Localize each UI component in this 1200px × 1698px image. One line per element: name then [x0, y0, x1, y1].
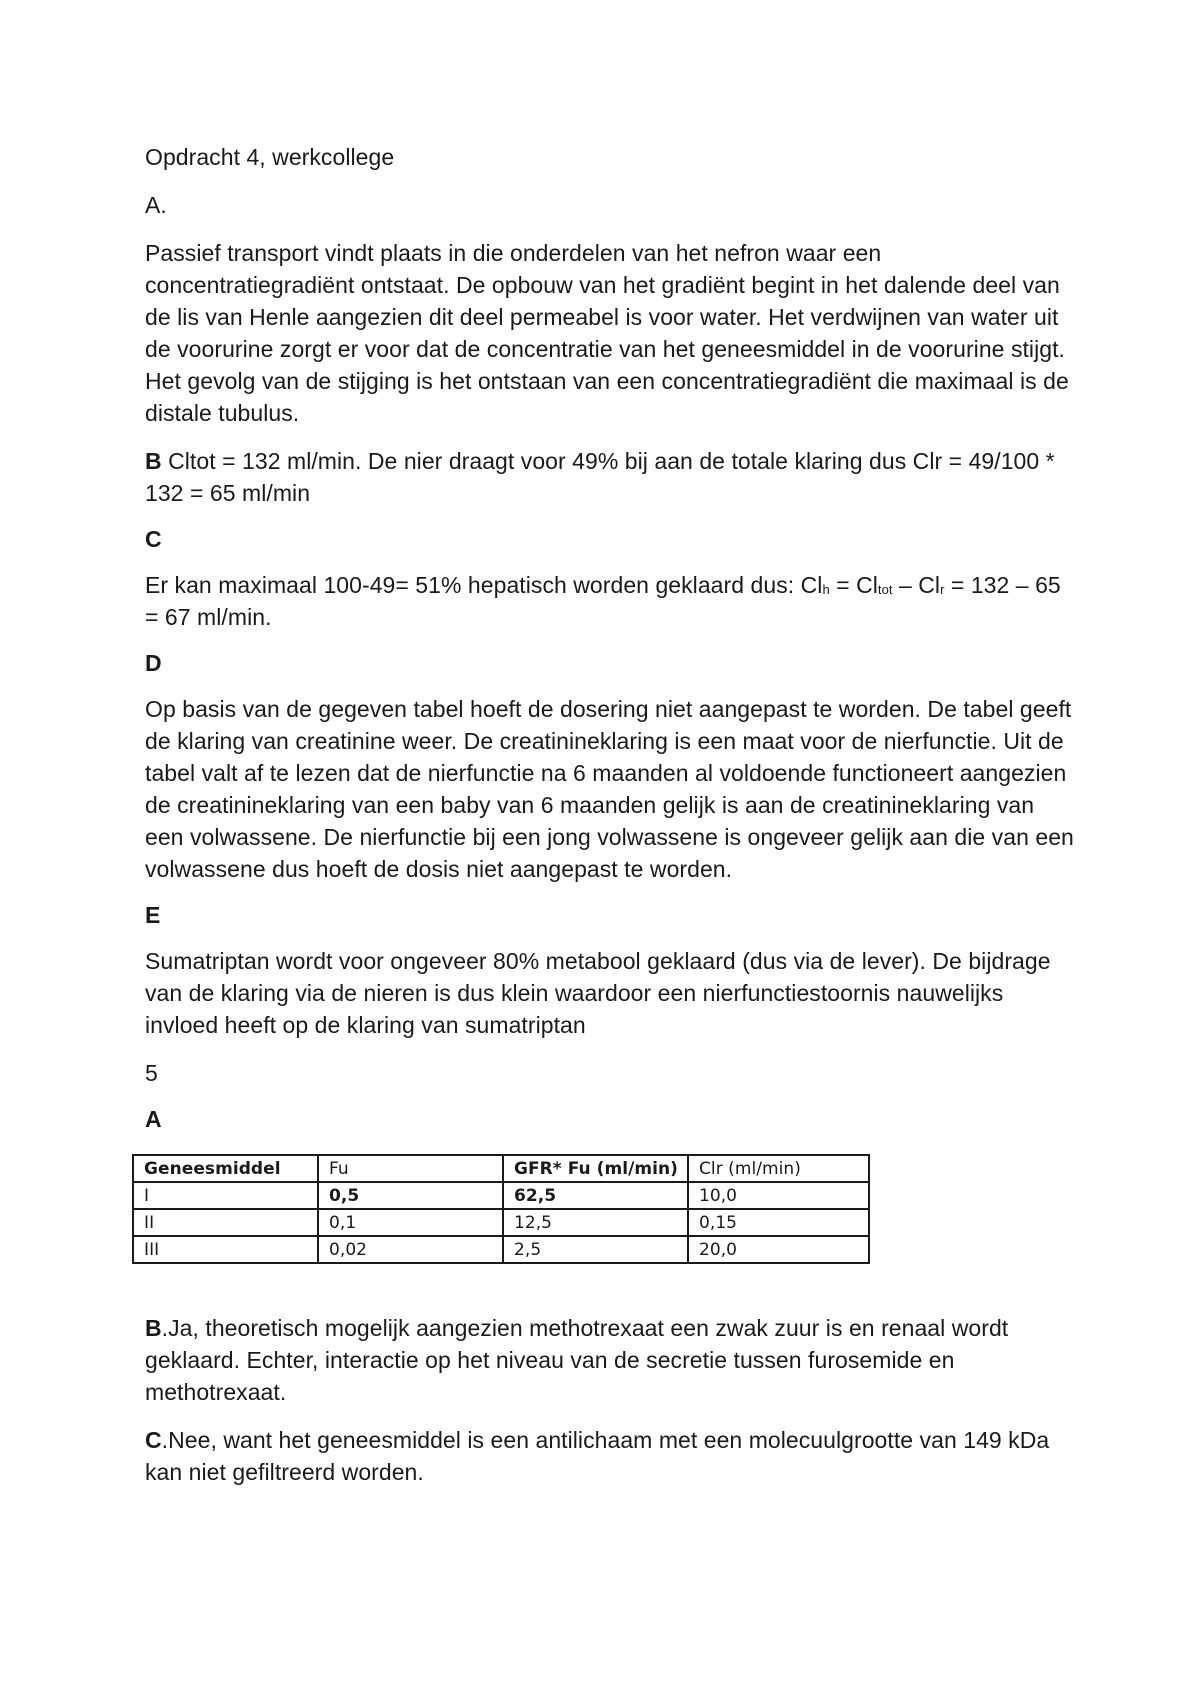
table-cell: 0,02 — [318, 1236, 503, 1263]
part-b-paragraph — [145, 445, 1075, 509]
part-c-text-1: Er kan maximaal 100-49= 51% hepatisch worden geklaard dus: Cl — [145, 572, 823, 598]
section-5c-text: .Nee, want het geneesmiddel is een antilichaam met een molecuulgrootte van 149 kDa kan niet gefiltreerd worden. — [145, 1427, 1050, 1485]
part-b-label: B — [145, 448, 162, 474]
part-d-paragraph: Op basis van de gegeven tabel hoeft de dosering niet aangepast te worden. De tabel geeft de klaring van creatinine weer. De creatinineklaring is een maat voor de nierfunctie. Uit de tabel valt af te lezen dat de nierfunctie na 6 maanden al voldoende functioneert aangezien de creatinineklaring van een baby van 6 maanden gelijk is aan de creatinineklaring van een volwassene. De nierfunctie bij een jong volwassene is ongeveer gelijk aan die van een volwassene dus hoeft de dosis niet aangepast te worden. — [145, 696, 1074, 882]
table-cell: 0,15 — [688, 1209, 869, 1236]
part-d-label: D — [145, 650, 162, 676]
section-5c-paragraph — [145, 1424, 1075, 1488]
table-cell: 62,5 — [503, 1182, 688, 1209]
table-cell: 2,5 — [503, 1236, 688, 1263]
part-e-paragraph: Sumatriptan wordt voor ongeveer 80% metabool geklaard (dus via de lever). De bijdrage van de klaring via de nieren is dus klein waardoor een nierfunctiestoornis nauwelijks invloed heeft op de klaring van sumatriptan — [145, 948, 1051, 1038]
part-c-sub-h: h — [822, 582, 830, 597]
section-5c-label: C — [145, 1427, 162, 1453]
part-b-text: Cltot = 132 ml/min. De nier draagt voor 49% bij aan de totale klaring dus Clr = 49/100 * 132 = 65 ml/min — [145, 448, 1055, 506]
clearance-table — [132, 1154, 870, 1264]
table-row — [133, 1236, 869, 1263]
table-header-cell: Fu — [318, 1155, 503, 1182]
table-row — [133, 1182, 869, 1209]
table-row — [133, 1209, 869, 1236]
document-title: Opdracht 4, werkcollege — [145, 144, 395, 170]
part-c-label: C — [145, 526, 162, 552]
table-cell: III — [133, 1236, 318, 1263]
table-header-cell: GFR* Fu (ml/min) — [503, 1155, 688, 1182]
table-cell: 0,5 — [318, 1182, 503, 1209]
part-c-sub-r: r — [940, 582, 945, 597]
part-c-text-2: = Cl — [829, 572, 878, 598]
section-5-label: 5 — [145, 1060, 158, 1086]
table-header-row — [133, 1155, 869, 1182]
part-a-label: A. — [145, 192, 167, 218]
part-e-label: E — [145, 902, 161, 928]
table-header-cell: Clr (ml/min) — [688, 1155, 869, 1182]
table-header-cell: Geneesmiddel — [133, 1155, 318, 1182]
table-cell: 0,1 — [318, 1209, 503, 1236]
table-cell: 20,0 — [688, 1236, 869, 1263]
table-cell: I — [133, 1182, 318, 1209]
table-cell: 10,0 — [688, 1182, 869, 1209]
part-c-text-3: – Cl — [892, 572, 941, 598]
table-cell: 12,5 — [503, 1209, 688, 1236]
table-cell: II — [133, 1209, 318, 1236]
document-content — [145, 141, 1075, 1488]
part-c-sub-tot: tot — [877, 582, 893, 597]
section-5b-text: .Ja, theoretisch mogelijk aangezien methotrexaat een zwak zuur is en renaal wordt geklaard. Echter, interactie op het niveau van de secretie tussen furosemide en methotrexaat. — [145, 1315, 1009, 1405]
section-5a-label: A — [145, 1106, 162, 1132]
section-5b-label: B — [145, 1315, 162, 1341]
part-c-text-4: = 132 – 65 = 67 ml/min. — [145, 572, 1061, 630]
part-a-paragraph: Passief transport vindt plaats in die onderdelen van het nefron waar een concentratiegradiënt ontstaat. De opbouw van het gradiënt begint in het dalende deel van de lis van Henle aangezien dit deel permeabel is voor water. Het verdwijnen van water uit de voorurine zorgt er voor dat de concentratie van het geneesmiddel in de voorurine stijgt. Het gevolg van de stijging is het ontstaan van een concentratiegradiënt die maximaal is de distale tubulus. — [145, 240, 1069, 426]
part-c-paragraph — [145, 569, 1075, 633]
section-5b-paragraph — [145, 1312, 1075, 1408]
